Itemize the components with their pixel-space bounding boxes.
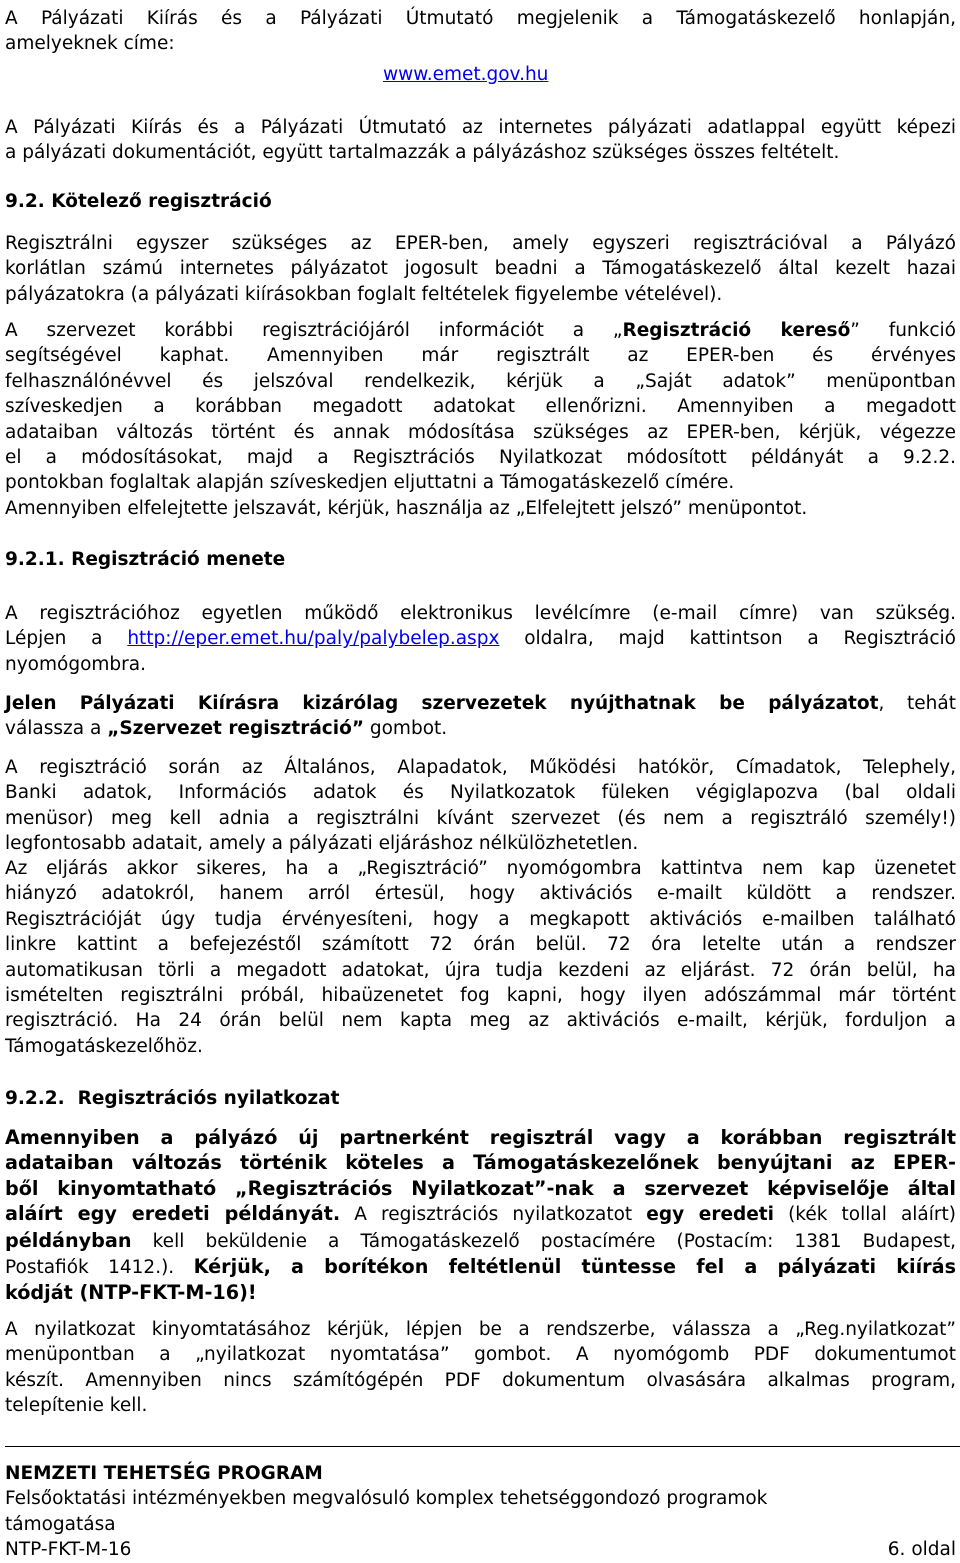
text-line: A regisztráció során az Általános, Alapadatok, Működési hatókör, Címadatok, Telephely, xyxy=(5,757,956,778)
text-line: Postafiók 1412.). Kérjük, a borítékon feltétlenül tüntesse fel a pályázati kiírás xyxy=(5,1255,956,1279)
url-line xyxy=(383,62,683,87)
footer-code-row xyxy=(5,1537,956,1562)
heading-text: 9.2. Kötelező regisztráció xyxy=(5,191,272,212)
text-line: ismételten regisztrálni próbál, hibaüzenetet fog kapni, hogy ilyen adószámmal már történt xyxy=(5,985,956,1007)
section-heading-9-2-1 xyxy=(5,547,956,572)
text-line: Amennyiben a pályázó új partnerként regisztrál vagy a korábban regisztrált xyxy=(5,1126,956,1149)
text-line: Amennyiben elfelejtette jelszavát, kérjük, használja az „Elfelejtett jelszó” menüpontot. xyxy=(5,497,808,519)
text-line: kódját (NTP-FKT-M-16)! xyxy=(5,1281,257,1305)
text-line: segítségével kaphat. Amennyiben már regisztrált az EPER-ben és érvényes xyxy=(5,345,956,367)
text-line: A nyilatkozat kinyomtatásához kérjük, lépjen be a rendszerbe, válassza a „Reg.nyilatkozat” xyxy=(5,1319,956,1340)
text-line: adataiban változás történik köteles a Támogatáskezelőnek benyújtani az EPER- xyxy=(5,1151,956,1175)
text-line: telepítenie kell. xyxy=(5,1395,148,1417)
document-page xyxy=(5,0,956,1561)
text-line: készít. Amennyiben nincs számítógépén PDF dokumentum olvasására alkalmas program, xyxy=(5,1369,956,1391)
text-line: pályázatokra (a pályázati kiírásokban foglalt feltételek figyelembe vételével). xyxy=(5,283,723,305)
registration-paragraph xyxy=(5,231,956,307)
intro-paragraph-2 xyxy=(5,115,956,166)
intro-line: A Pályázati Kiírás és a Pályázati Útmutató az internetes pályázati adatlappal együtt képezi xyxy=(5,117,956,138)
text-line: menüpontban a „nyilatkozat nyomtatása” gombot. A nyomógomb PDF dokumentumot xyxy=(5,1344,956,1366)
text-line: Az eljárás akkor sikeres, ha a „Regisztráció” nyomógombra kattintva nem kap üzenetet xyxy=(5,858,956,879)
text-line: linkre kattint a befejezéstől számított 72 órán belül. 72 óra letelte után a rendszer xyxy=(5,934,956,956)
text-line: automatikusan törli a megadott adatokat, újra tudja kezdeni az eljárást. 72 órán belül, ha xyxy=(5,959,956,981)
section-heading-9-2-2 xyxy=(5,1086,956,1111)
registration-search-label: Regisztráció kereső xyxy=(622,320,851,341)
text-line: Támogatáskezelőhöz. xyxy=(5,1035,203,1057)
declaration-paragraph xyxy=(5,1125,956,1306)
text-line: aláírt egy eredeti példányát. A regisztrációs nyilatkozatot egy eredeti (kék tollal aláírt) xyxy=(5,1202,956,1226)
footer-divider xyxy=(5,1446,960,1447)
eper-login-link[interactable]: http://eper.emet.hu/paly/palybelep.aspx xyxy=(127,628,500,650)
text-line: válassza a „Szervezet regisztráció” gombot. xyxy=(5,718,448,740)
text-line: felhasználónévvel és jelszóval rendelkezik, kérjük a „Saját adatok” menüpontban xyxy=(5,370,956,392)
text-line: hiányzó adatokról, hanem arról értesül, hogy aktivációs e-mailt küldött a rendszer. xyxy=(5,883,956,905)
footer xyxy=(5,1461,956,1563)
process-paragraph xyxy=(5,601,956,677)
footer-subtitle-cont: támogatása xyxy=(5,1513,116,1535)
text-line: korlátlan számú internetes pályázatot jogosult beadni a Támogatáskezelő által kezelt hazai xyxy=(5,258,956,280)
text-line: adataiban változás történt és annak módosítása szükséges az EPER-ben, kérjük, végezze xyxy=(5,421,956,443)
text-line: pontokban foglaltak alapján szíveskedjen eljuttatni a Támogatáskezelő címére. xyxy=(5,472,735,494)
activation-paragraph xyxy=(5,856,956,1059)
page-number: 6. oldal xyxy=(887,1539,956,1561)
text-line: menüsor) meg kell adnia a regisztrálni kívánt szervezet (és nem a regisztráló személy!) xyxy=(5,807,956,829)
registration-search-paragraph xyxy=(5,318,956,521)
intro-line: amelyeknek címe: xyxy=(5,33,175,55)
organization-registration-label: „Szervezet regisztráció” xyxy=(107,718,364,740)
text-line: Banki adatok, Információs adatok és Nyilatkozatok füleken végiglapozva (bal oldali xyxy=(5,782,956,804)
text-line: Lépjen a http://eper.emet.hu/paly/palybelep.aspx oldalra, majd kattintson a Regisztráció xyxy=(5,628,957,650)
footer-code: NTP-FKT-M-16 xyxy=(5,1539,132,1561)
heading-text: 9.2.1. Regisztráció menete xyxy=(5,549,286,570)
intro-paragraph-1 xyxy=(5,6,956,57)
text-line: szíveskedjen a korábban megadott adatokat ellenőrizni. Amennyiben a megadott xyxy=(5,396,956,418)
organization-only-paragraph xyxy=(5,691,956,742)
intro-line: a pályázati dokumentációt, együtt tartalmazzák a pályázáshoz szükséges összes feltételt. xyxy=(5,142,840,164)
print-instructions-paragraph xyxy=(5,1317,956,1419)
text-line: legfontosabb adatait, amely a pályázati eljáráshoz nélkülözhetetlen. xyxy=(5,833,639,855)
text-line: példányban kell beküldenie a Támogatáskezelő postacímére (Postacím: 1381 Budapest, xyxy=(5,1228,956,1252)
text-line: Regisztrációját úgy tudja érvényesíteni, hogy a megkapott aktivációs e-mailben található xyxy=(5,908,956,930)
text-line: Regisztrálni egyszer szükséges az EPER-ben, amely egyszeri regisztrációval a Pályázó xyxy=(5,233,956,254)
text-line: A szervezet korábbi regisztrációjáról információt a „Regisztráció kereső” funkció xyxy=(5,320,957,341)
text-line: Jelen Pályázati Kiírásra kizárólag szervezetek nyújthatnak be pályázatot, tehát xyxy=(5,693,956,714)
text-line: nyomógombra. xyxy=(5,653,146,675)
text-line: el a módosításokat, majd a Regisztrációs Nyilatkozat módosított példányát a 9.2.2. xyxy=(5,447,956,469)
section-heading-9-2 xyxy=(5,189,956,214)
text-line: regisztráció. Ha 24 órán belül nem kapta meg az aktivációs e-mailt, kérjük, forduljon a xyxy=(5,1010,956,1032)
text-line: A regisztrációhoz egyetlen működő elektronikus levélcímre (e-mail címre) van szükség. xyxy=(5,603,956,624)
footer-subtitle: Felsőoktatási intézményekben megvalósuló komplex tehetséggondozó programok xyxy=(5,1488,768,1510)
text-line: ből kinyomtatható „Regisztrációs Nyilatkozat”-nak a szervezet képviselője által xyxy=(5,1176,956,1200)
emet-website-link[interactable]: www.emet.gov.hu xyxy=(383,64,549,85)
footer-program-title: NEMZETI TEHETSÉG PROGRAM xyxy=(5,1463,323,1484)
registration-tabs-paragraph xyxy=(5,755,956,857)
heading-text: 9.2.2. Regisztrációs nyilatkozat xyxy=(5,1088,340,1109)
intro-line: A Pályázati Kiírás és a Pályázati Útmutató megjelenik a Támogatáskezelő honlapján, xyxy=(5,8,956,29)
